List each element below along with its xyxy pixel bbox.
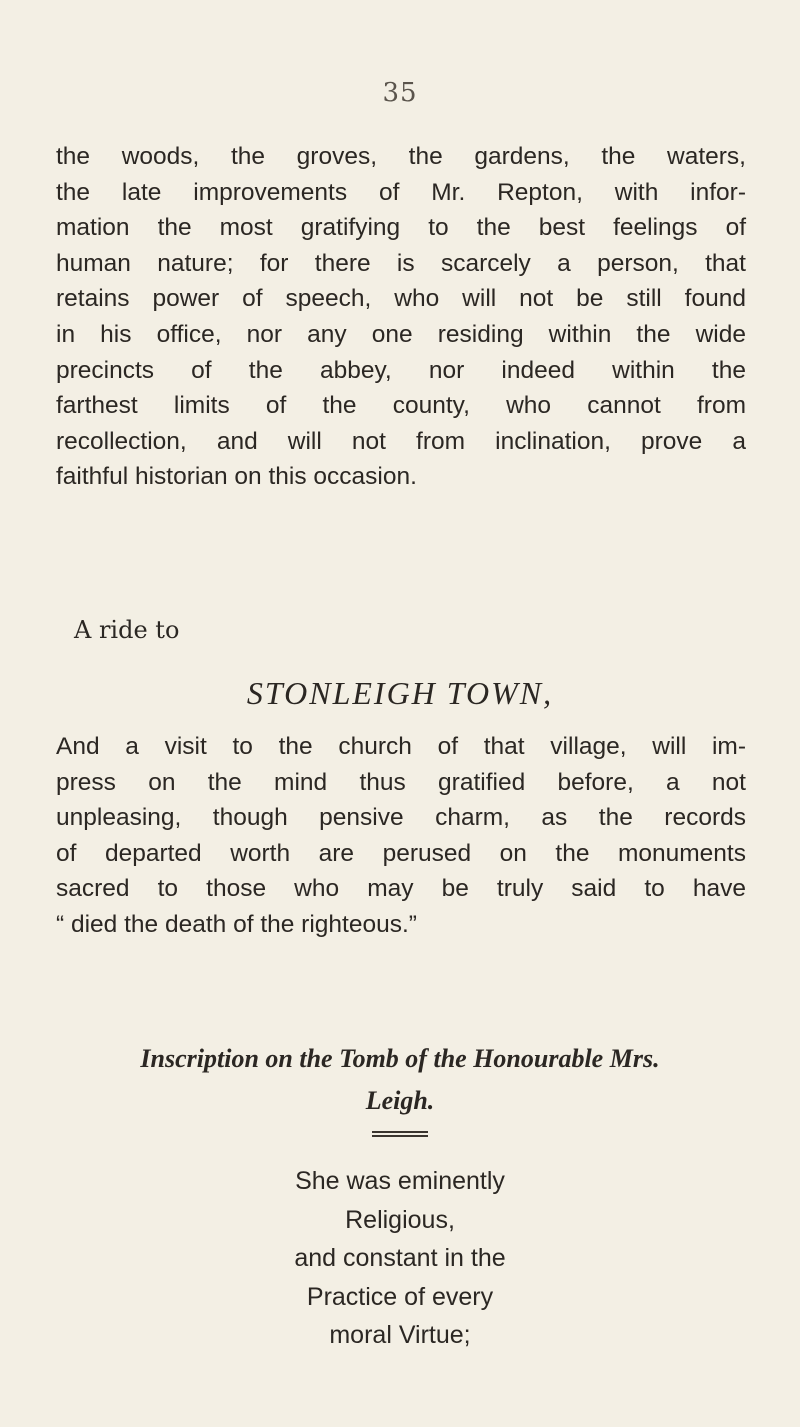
text-line: the woods, the groves, the gardens, the waters,	[56, 143, 746, 170]
text-line: press on the mind thus gratified before, a not	[56, 768, 746, 796]
text-line: And a visit to the church of that village, will im-	[56, 733, 746, 760]
text-line: of departed worth are perused on the monuments	[56, 839, 746, 867]
paragraph-woods	[56, 139, 746, 495]
verse-line: Practice of every	[306, 1282, 494, 1311]
inscription-verse	[0, 1162, 800, 1355]
section-heading: STONLEIGH TOWN,	[246, 675, 554, 711]
text-line: farthest limits of the county, who cannot from	[56, 392, 746, 420]
text-line: “ died the death of the righteous.”	[56, 910, 417, 938]
text-line: faithful historian on this occasion.	[56, 463, 417, 491]
text-line: sacred to those who may be truly said to have	[56, 875, 746, 903]
text-line: in his office, nor any one residing within the wide	[56, 320, 746, 348]
inscription-title-line: Leigh.	[365, 1086, 435, 1115]
text-line: retains power of speech, who will not be still found	[56, 285, 746, 313]
text-line: recollection, and will not from inclination, prove a	[56, 427, 746, 455]
ride-intro: A ride to	[74, 616, 180, 644]
text-line: precincts of the abbey, nor indeed within the	[56, 356, 746, 384]
paragraph-church-visit	[56, 729, 746, 943]
inscription-title-line: Inscription on the Tomb of the Honourable Mrs.	[140, 1044, 660, 1073]
text-line: unpleasing, though pensive charm, as the records	[56, 804, 746, 832]
verse-line: moral Virtue;	[329, 1321, 471, 1349]
text-line: mation the most gratifying to the best feelings of	[56, 214, 746, 242]
verse-line: She was eminently	[295, 1167, 505, 1195]
double-rule-divider	[372, 1131, 428, 1137]
text-line: human nature; for there is scarcely a person, that	[56, 249, 746, 277]
page-number: 35	[382, 78, 418, 108]
inscription-title	[0, 1038, 800, 1122]
verse-line: and constant in the	[294, 1244, 506, 1272]
text-line: the late improvements of Mr. Repton, with infor-	[56, 178, 746, 206]
verse-line: Religious,	[345, 1205, 455, 1234]
